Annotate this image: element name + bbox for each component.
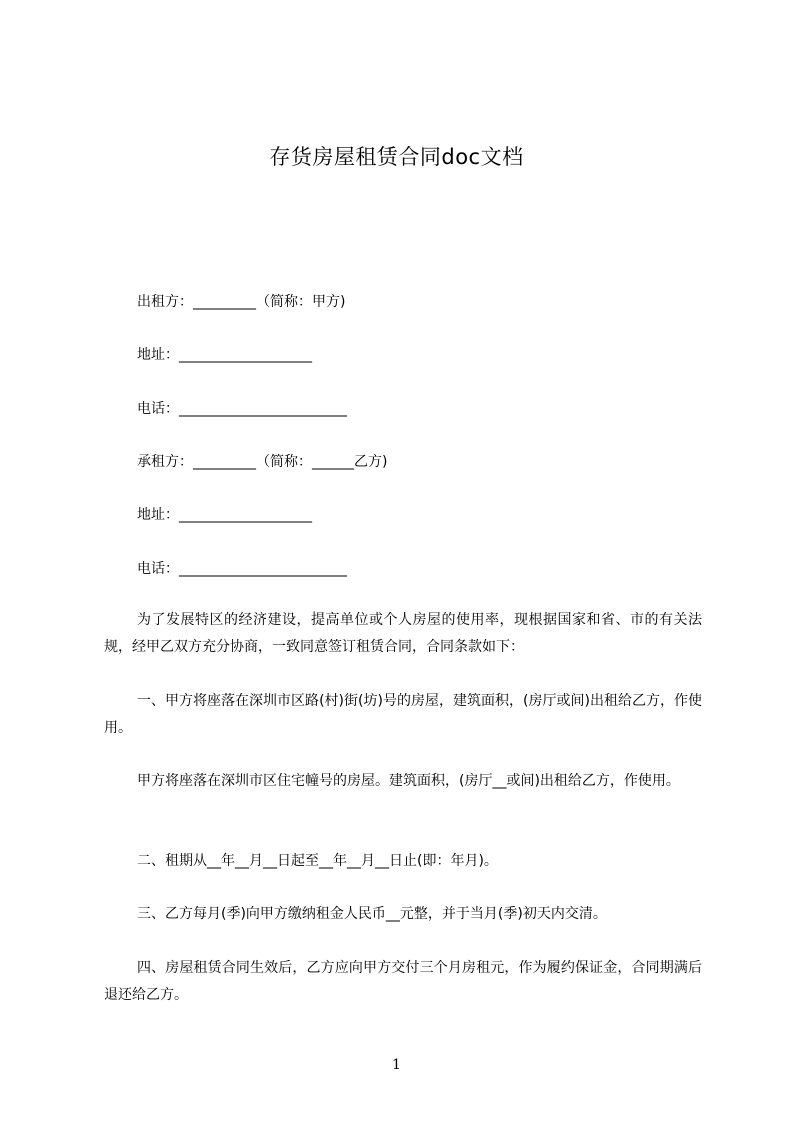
intro-paragraph: 为了发展特区的经济建设，提高单位或个人房屋的使用率，现根据国家和省、市的有关法规，经甲乙双方充分协商，一致同意签订租赁合同，合同条款如下： <box>104 612 702 655</box>
lessee-phone-line: 电话：________________________ <box>137 561 347 577</box>
page-number: 1 <box>392 1057 401 1073</box>
clause-2-paragraph: 二、租期从__年__月__日起至__年__月__日止(即：年月)。 <box>137 853 498 869</box>
lessor-address-line: 地址：___________________ <box>137 347 312 363</box>
lessee-address-line: 地址：___________________ <box>137 507 312 523</box>
clause-1b-paragraph: 甲方将座落在深圳市区住宅幢号的房屋。建筑面积，(房厅__或间)出租给乙方，作使用。 <box>137 773 680 789</box>
clause-3-paragraph: 三、乙方每月(季)向甲方缴纳租金人民币__元整，并于当月(季)初天内交清。 <box>137 906 607 922</box>
clause-4-paragraph: 四、房屋租赁合同生效后，乙方应向甲方交付三个月房租元，作为履约保证金，合同期满后退还给乙方。 <box>104 960 702 1003</box>
clause-1-paragraph: 一、甲方将座落在深圳市区路(村)街(坊)号的房屋，建筑面积，(房厅或间)出租给乙方，作使用。 <box>104 693 702 736</box>
lessor-phone-line: 电话：________________________ <box>137 401 347 417</box>
document-title: 存货房屋租赁合同doc文档 <box>269 145 524 169</box>
lessor-line: 出租方：_________（简称：甲方) <box>137 294 346 310</box>
lessee-line: 承租方：_________（简称：______乙方) <box>137 454 388 470</box>
